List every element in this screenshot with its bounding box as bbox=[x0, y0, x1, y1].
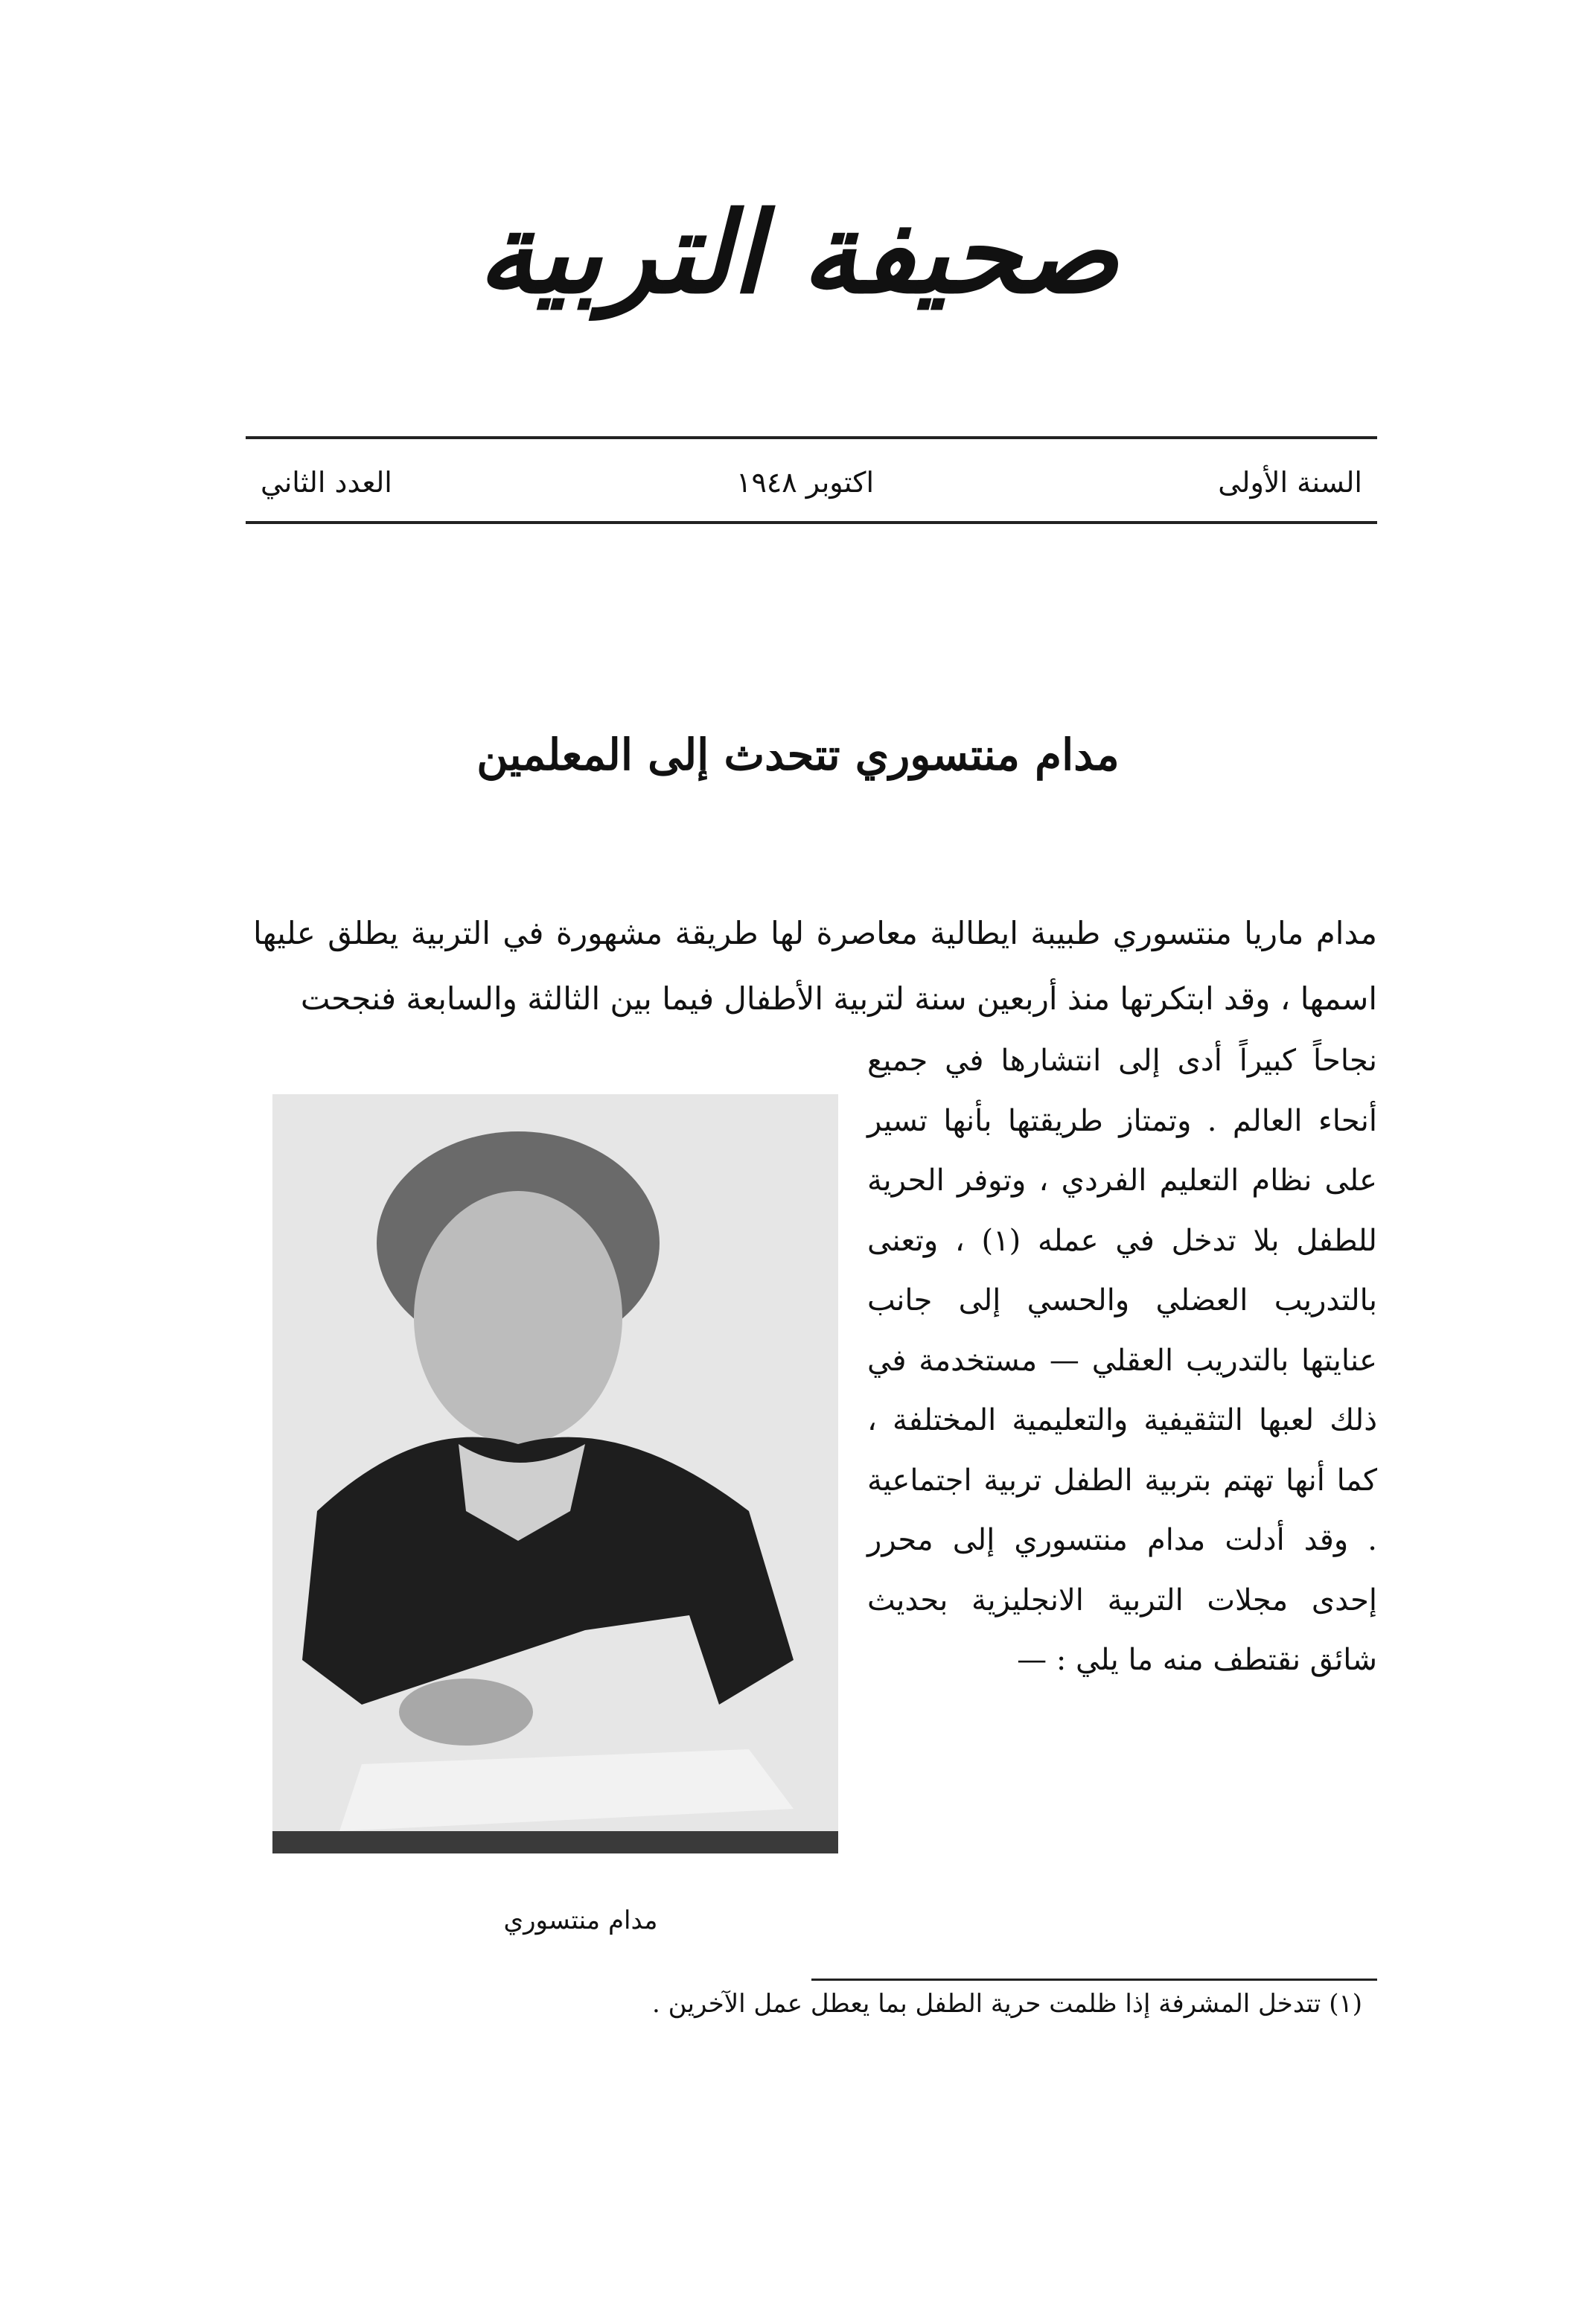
portrait-photo bbox=[272, 1094, 838, 1853]
article-column-text: نجاحاً كبيراً أدى إلى انتشارها في جميع أنحاء العالم . وتمتاز طريقتها بأنها تسير على نظام التعليم الفردي ، وتوفر الحرية للطفل بلا تدخل في عمله (١) ، وتعنى بالتدريب العضلي والحسي إلى جانب عنايتها بالتدريب العقلي — مستخدمة في ذلك لعبها التثقيفية والتعليمية المختلفة ، كما أنها تهتم بتربية الطفل تربية اجتماعية . وقد أدلت مدام منتسوري إلى محرر إحدى مجلات التربية الانجليزية بحديث شائق نقتطف منه ما يلي : — bbox=[867, 1044, 1377, 1677]
issue-date: اكتوبر ١٩٤٨ bbox=[736, 466, 875, 499]
issue-bar bbox=[246, 447, 1377, 518]
issue-bar-bottom-rule bbox=[246, 521, 1377, 524]
issue-year: السنة الأولى bbox=[1218, 466, 1362, 499]
masthead bbox=[417, 149, 1179, 357]
footnote: (١) تتدخل المشرفة إذا ظلمت حرية الطفل بما يعطل عمل الآخرين . bbox=[652, 1989, 1362, 2019]
portrait-caption: مدام منتسوري bbox=[503, 1906, 658, 1935]
article-title: مدام منتسوري تتحدث إلى المعلمين bbox=[476, 729, 1120, 780]
masthead-title: صحيفة التربية bbox=[477, 188, 1119, 319]
article-intro-paragraph: مدام ماريا منتسوري طبيبة ايطالية معاصرة لها طريقة مشهورة في التربية يطلق عليها اسمها ، وقد ابتكرتها منذ أربعين سنة لتربية الأطفال فيما بين الثالثة والسابعة فنجحت bbox=[253, 915, 1377, 1017]
footnote-rule bbox=[811, 1979, 1377, 1981]
issue-number: العدد الثاني bbox=[261, 466, 392, 499]
issue-bar-top-rule bbox=[246, 436, 1377, 439]
portrait-photo-drawing bbox=[272, 1094, 838, 1853]
